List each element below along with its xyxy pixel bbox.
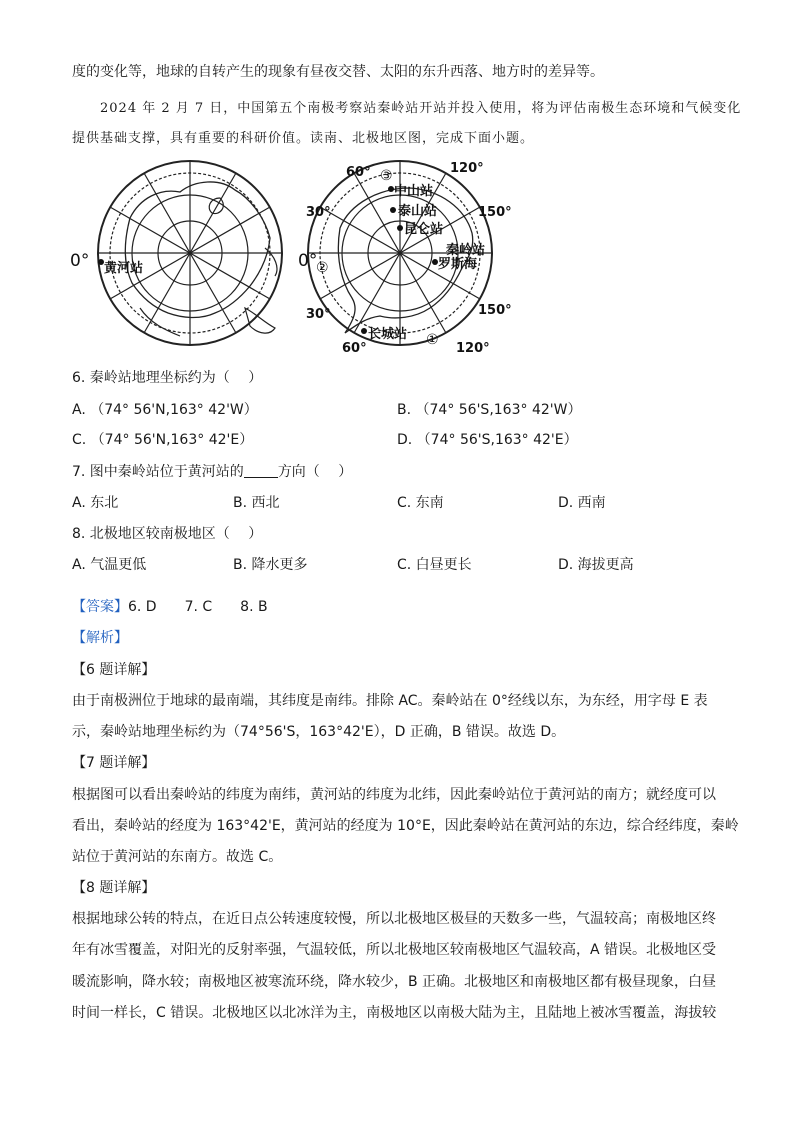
detail-6-line-2: 示，秦岭站地理坐标约为（74°56'S，163°42'E），D 正确，B 错误。故选 D。 [72, 724, 566, 740]
detail-8-line-4: 时间一样长，C 错误。北极地区以北冰洋为主，南极地区以南极大陆为主，且陆地上被冰雪覆盖，海拔较 [72, 1005, 717, 1021]
question-7-blank [244, 463, 278, 478]
question-6-option-d[interactable]: D. （74° 56'S,163° 42'E） [397, 432, 578, 448]
question-8-stem: 8. 北极地区较南极地区（ ） [72, 526, 263, 542]
qinling-station-dot [432, 259, 438, 265]
detail-7-title: 【7 题详解】 [72, 755, 156, 771]
question-7-option-a[interactable]: A. 东北 [72, 495, 119, 511]
lon-30-left-bottom-label: 30° [306, 307, 331, 322]
circle-3-label: ③ [380, 168, 393, 184]
ross-sea-label: 罗斯海 [438, 257, 478, 272]
question-7-stem-after: 方向（ ） [277, 464, 353, 480]
lon-0-label: 0° [298, 251, 318, 271]
question-8-option-b[interactable]: B. 降水更多 [233, 557, 308, 573]
changcheng-station-label: 长城站 [368, 327, 408, 342]
detail-8-line-2: 年有冰雪覆盖，对阳光的反射率强，气温较低，所以北极地区较南极地区气温较高，A 错误。北极地区受 [72, 942, 717, 958]
detail-7-line-3: 站位于黄河站的东南方。故选 C。 [72, 849, 283, 865]
intro-line: 度的变化等，地球的自转产生的现象有昼夜交替、太阳的东升西落、地方时的差异等。 [72, 64, 604, 80]
question-6-option-c[interactable]: C. （74° 56'N,163° 42'E） [72, 432, 254, 448]
detail-8-line-1: 根据地球公转的特点，在近日点公转速度较慢，所以北极地区极昼的天数多一些，气温较高；南极地区终 [72, 911, 716, 927]
question-7-option-b[interactable]: B. 西北 [233, 495, 280, 511]
question-7-option-c[interactable]: C. 东南 [397, 495, 444, 511]
lon-150-right-top-label: 150° [478, 205, 512, 220]
passage-line-1: 2024 年 2 月 7 日，中国第五个南极考察站秦岭站开站并投入使用，将为评估南极生态环境和气候变化 [100, 101, 742, 116]
question-8-option-d[interactable]: D. 海拔更高 [558, 557, 634, 573]
detail-6-title: 【6 题详解】 [72, 662, 156, 678]
polar-maps-figure [70, 158, 520, 358]
question-6-option-b[interactable]: B. （74° 56'S,163° 42'W） [397, 402, 582, 418]
question-8-option-c[interactable]: C. 白昼更长 [397, 557, 472, 573]
huanghe-station-label: 黄河站 [104, 261, 144, 276]
lon-60-bottom-label: 60° [342, 341, 367, 356]
north-map-degree-label: 0° [70, 251, 90, 271]
question-6-option-a[interactable]: A. （74° 56'N,163° 42'W） [72, 402, 258, 418]
taishan-station-dot [390, 207, 396, 213]
circle-2-label: ② [316, 260, 329, 276]
detail-7-line-1: 根据图可以看出秦岭站的纬度为南纬，黄河站的纬度为北纬，因此秦岭站位于黄河站的南方；就经度可以 [72, 787, 716, 803]
changcheng-station-dot [361, 328, 367, 334]
zhongshan-station-label: 中山站 [394, 184, 434, 199]
kunlun-station-label: 昆仑站 [404, 222, 444, 237]
detail-8-title: 【8 题详解】 [72, 880, 156, 896]
taishan-station-label: 泰山站 [398, 204, 438, 219]
lon-120-bottom-label: 120° [456, 341, 490, 356]
question-7-stem [72, 462, 352, 482]
answer-values: 6. D 7. C 8. B [128, 599, 268, 615]
analysis-label: 【解析】 [72, 630, 128, 646]
passage-line-2: 提供基础支撑，具有重要的科研价值。读南、北极地区图，完成下面小题。 [72, 131, 535, 146]
question-8-option-a[interactable]: A. 气温更低 [72, 557, 147, 573]
question-7-stem-before: 7. 图中秦岭站位于黄河站的 [72, 464, 244, 480]
lon-60-top-label: 60° [346, 165, 371, 180]
answer-label: 【答案】 [72, 599, 128, 615]
question-6-stem: 6. 秦岭站地理坐标约为（ ） [72, 370, 263, 386]
lon-120-top-label: 120° [450, 161, 484, 176]
detail-8-line-3: 暖流影响，降水较；南极地区被寒流环绕，降水较少，B 正确。北极地区和南极地区都有极昼现象，白昼 [72, 974, 717, 990]
kunlun-station-dot [397, 225, 403, 231]
north-polar-map [98, 161, 282, 345]
circle-1-label: ① [426, 332, 439, 348]
lon-30-left-top-label: 30° [306, 205, 331, 220]
detail-6-line-1: 由于南极洲位于地球的最南端，其纬度是南纬。排除 AC。秦岭站在 0°经线以东，为东经，用字母 E 表 [72, 693, 708, 709]
answer-line [72, 597, 268, 617]
qinling-station-label: 秦岭站 [446, 243, 486, 258]
question-7-option-d[interactable]: D. 西南 [558, 495, 606, 511]
lon-150-right-bottom-label: 150° [478, 303, 512, 318]
polar-maps-svg [70, 158, 520, 358]
detail-7-line-2: 看出，秦岭站的经度为 163°42'E，黄河站的经度为 10°E，因此秦岭站在黄河站的东边，综合经纬度，秦岭 [72, 818, 739, 834]
